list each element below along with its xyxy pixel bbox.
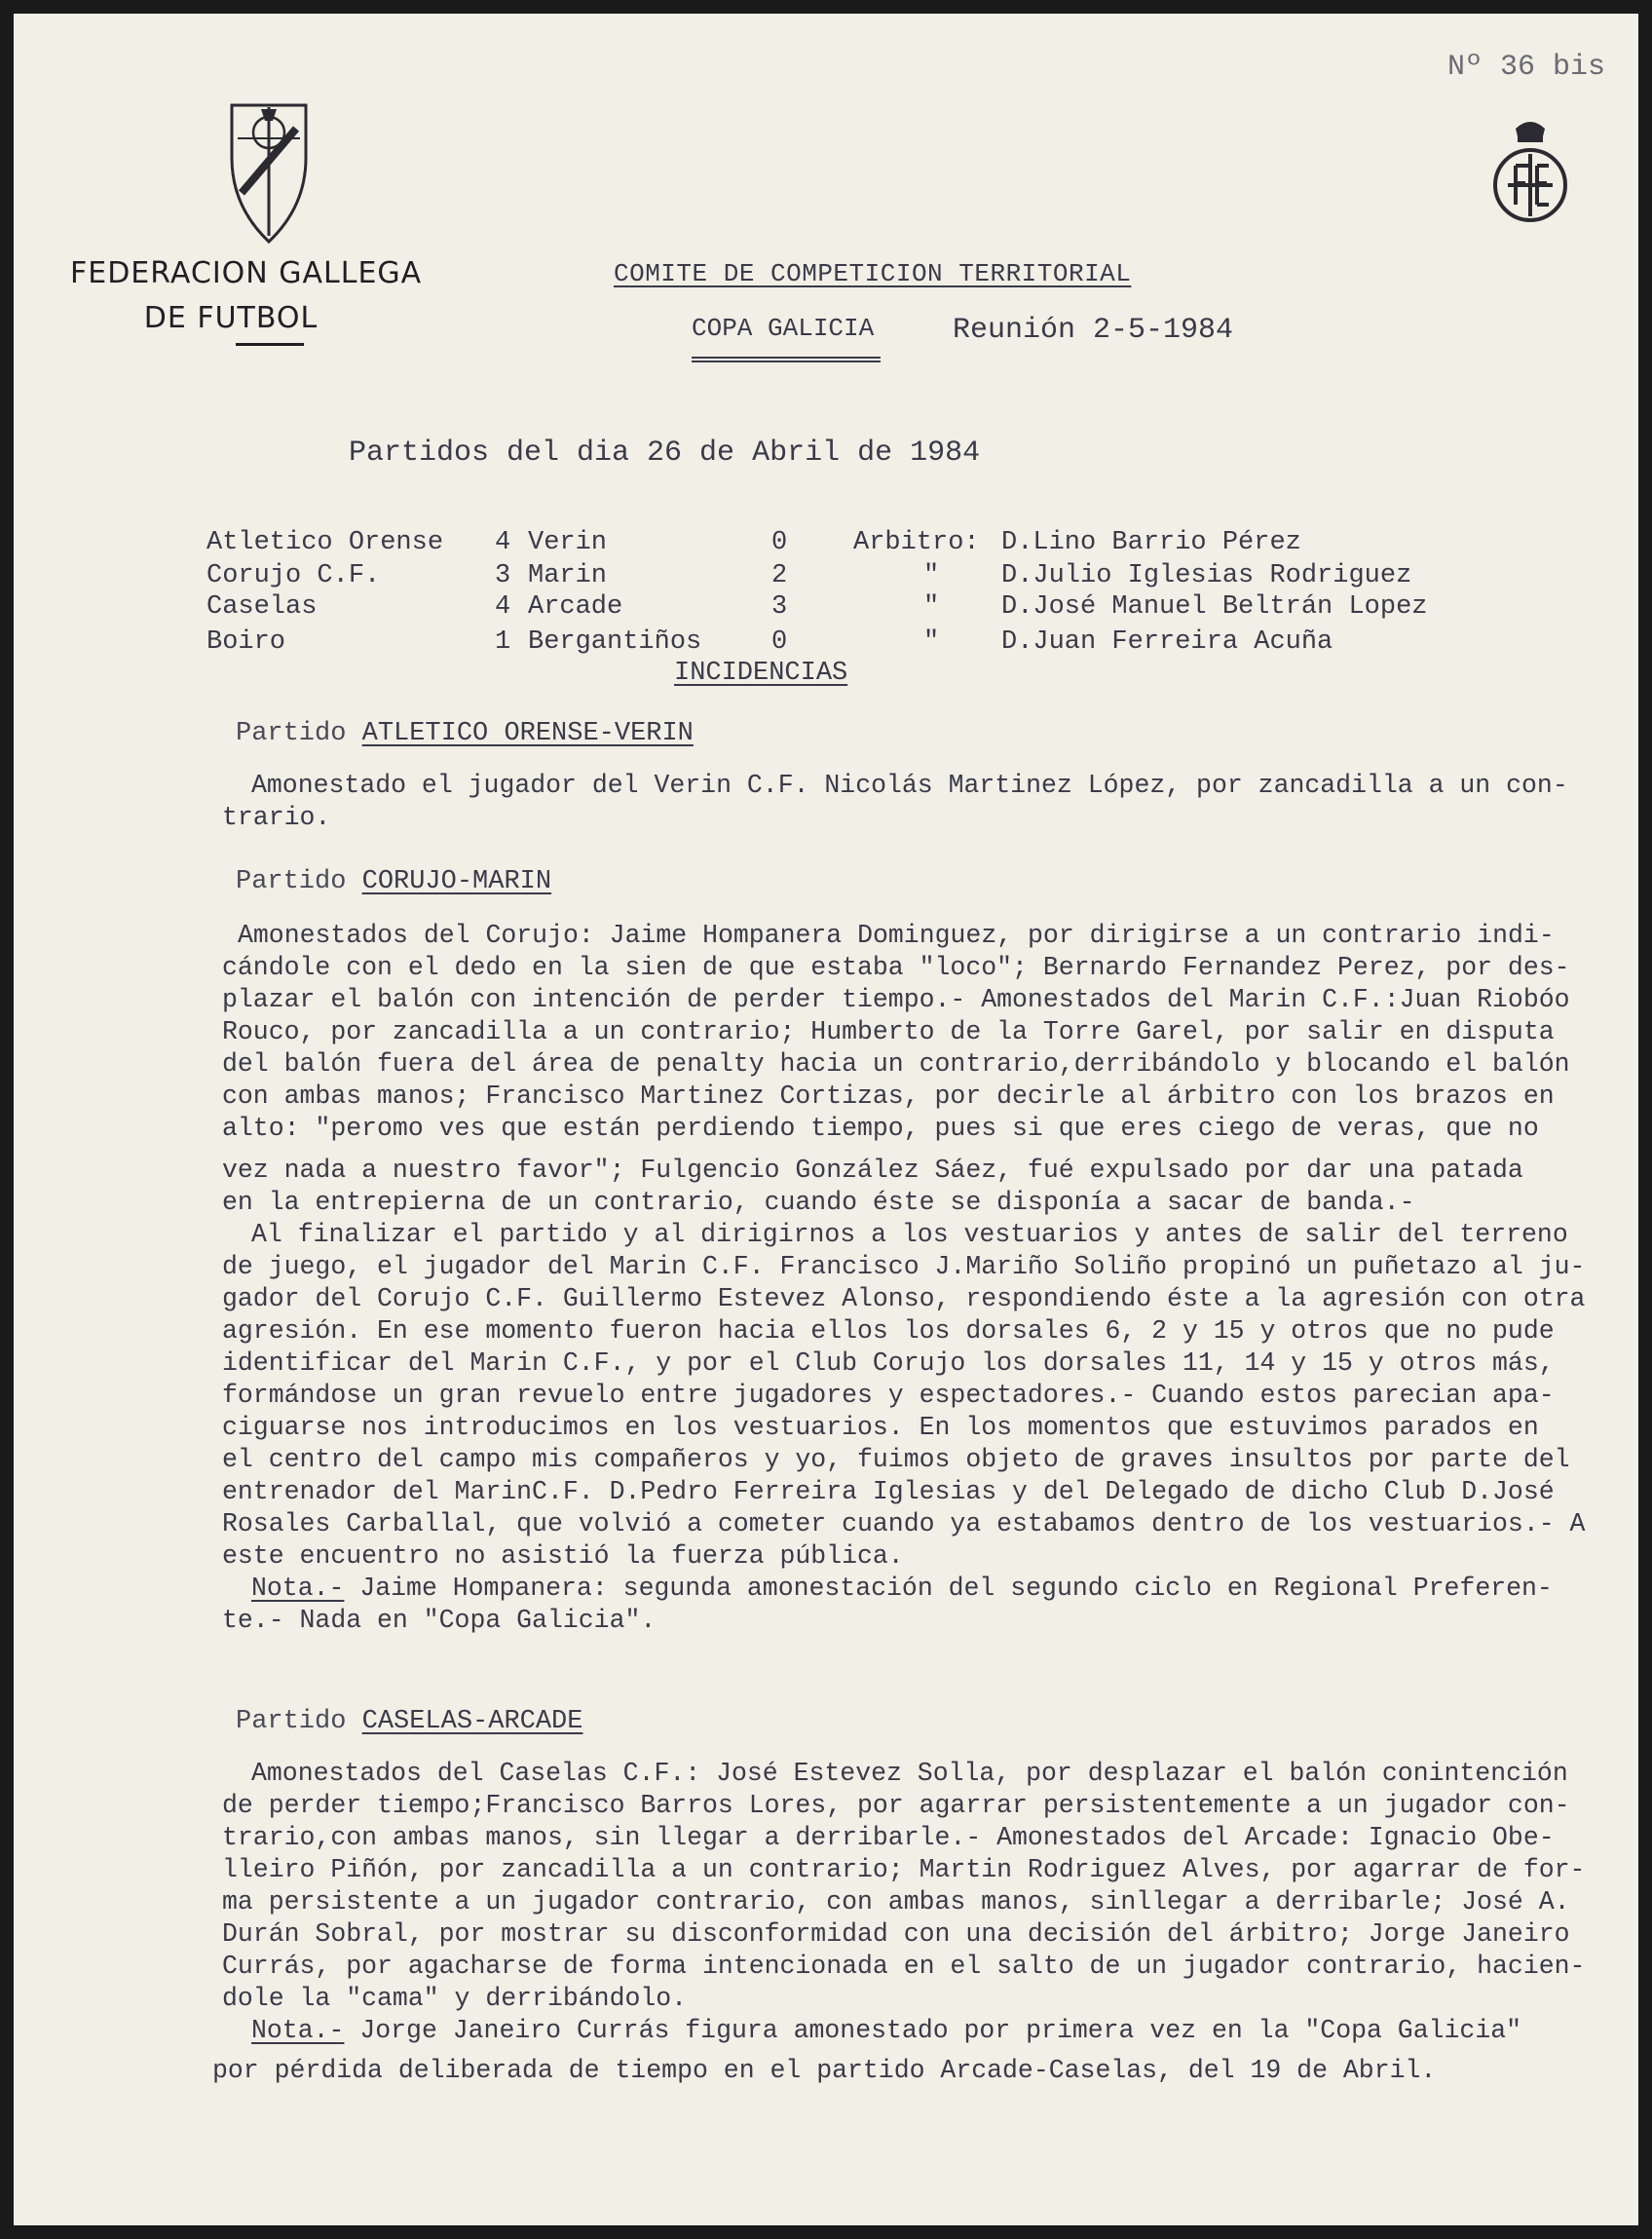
section-body: [212, 1758, 1586, 2087]
result-home: Caselas: [206, 592, 318, 622]
body-line: vez nada a nuestro favor"; Fulgencio González Sáez, fué expulsado por dar una patada: [222, 1156, 1523, 1185]
result-away-score: 0: [771, 528, 788, 557]
nota-label: Nota.-: [251, 1574, 345, 1603]
body-line: de perder tiempo;Francisco Barros Lores, por agarrar persistentemente a un jugador con-: [222, 1791, 1570, 1820]
result-away-score: 3: [771, 592, 788, 622]
meeting-date: Reunión 2-5-1984: [953, 314, 1234, 347]
federation-name: [70, 251, 423, 341]
federation-name-line1: FEDERACION GALLEGA: [70, 256, 423, 290]
section-match-name: CASELAS-ARCADE: [361, 1707, 583, 1736]
federation-shield-logo: [228, 99, 310, 246]
nota-line: por pérdida deliberada de tiempo en el partido Arcade-Caselas, del 19 de Abril.: [212, 2056, 1437, 2085]
result-home: Corujo C.F.: [206, 561, 381, 590]
result-away: Marin: [528, 561, 608, 590]
nota-line: [222, 2015, 1586, 2047]
federation-name-line2: DE FUTBOL: [143, 301, 319, 335]
section-body: [222, 770, 1601, 834]
body-line: identificar del Marin C.F., y por el Club Corujo los dorsales 11, 14 y 15 y otros más,: [222, 1348, 1555, 1378]
body-line: agresión. En ese momento fueron hacia ellos los dorsales 6, 2 y 15 y otros que no pude: [222, 1316, 1555, 1346]
section-label: Partido: [236, 867, 347, 896]
body-line: entrenador del MarinC.F. D.Pedro Ferreira Iglesias y del Delegado de dicho Club D.José: [222, 1477, 1555, 1506]
result-away: Arcade: [528, 592, 623, 622]
section-heading: [236, 867, 551, 896]
body-line: alto: "peromo ves que están perdiendo tiempo, pues si que eres ciego de veras, que no: [222, 1114, 1539, 1143]
body-line: ma persistente a un jugador contrario, con ambas manos, sinllegar a derribarle; José A.: [222, 1887, 1570, 1916]
body-line: el centro del campo mis compañeros y yo, fuimos objeto de graves insultos por parte del: [222, 1445, 1570, 1474]
nota-text: Jorge Janeiro Currás figura amonestado por primera vez en la "Copa Galicia": [359, 2016, 1522, 2045]
body-line: plazar el balón con intención de perder tiempo.- Amonestados del Marin C.F.:Juan Riobóo: [222, 985, 1570, 1014]
result-referee-label: ": [923, 627, 940, 657]
body-line: Amonestado el jugador del Verin C.F. Nicolás Martinez López, por zancadilla a un con-: [251, 771, 1568, 800]
body-line: Durán Sobral, por mostrar su disconformidad con una decisión del árbitro; Jorge Janeiro: [222, 1919, 1570, 1949]
result-home-score: 4: [495, 592, 511, 622]
section-heading: [236, 1707, 582, 1736]
body-line: formándose un gran revuelo entre jugadores y espectadores.- Cuando estos parecian apa-: [222, 1381, 1555, 1410]
body-line: dole la "cama" y derribándolo.: [222, 1984, 688, 2013]
result-away-score: 0: [771, 627, 788, 657]
result-away: Verin: [528, 528, 608, 557]
nota-line: [222, 1573, 1586, 1605]
body-line: gador del Corujo C.F. Guillermo Estevez Alonso, respondiendo éste a la agresión con otra: [222, 1284, 1586, 1313]
competition-double-underline: [692, 357, 881, 362]
rfef-crest-logo: [1486, 115, 1574, 230]
body-line: Rosales Carballal, que volvió a cometer cuando ya estabamos dentro de los vestuarios.- A: [222, 1509, 1586, 1538]
result-referee: D.Lino Barrio Pérez: [1001, 528, 1301, 557]
body-line: Currás, por agacharse de forma intencionada en el salto de un jugador contrario, hacien-: [222, 1952, 1586, 1981]
section-body: [222, 920, 1586, 1637]
body-line: trario,con ambas manos, sin llegar a derribarle.- Amonestados del Arcade: Ignacio Obe-: [222, 1823, 1555, 1852]
section-match-name: ATLETICO ORENSE-VERIN: [361, 719, 694, 748]
body-line: del balón fuera del área de penalty hacia un contrario,derribándolo y blocando el balón: [222, 1049, 1570, 1079]
result-away-score: 2: [771, 561, 788, 590]
body-line: Amonestados del Caselas C.F.: José Estevez Solla, por desplazar el balón conintención: [251, 1759, 1568, 1788]
body-line: Al finalizar el partido y al dirigirnos a los vestuarios y antes de salir del terreno: [251, 1220, 1568, 1249]
nota-text: Jaime Hompanera: segunda amonestación del segundo ciclo en Regional Preferen-: [359, 1574, 1553, 1603]
matches-heading: Partidos del dia 26 de Abril de 1984: [349, 436, 981, 470]
result-referee: D.Julio Iglesias Rodriguez: [1001, 561, 1412, 590]
body-line: en la entrepierna de un contrario, cuando éste se disponía a sacar de banda.-: [222, 1188, 1415, 1217]
result-home-score: 3: [495, 561, 511, 590]
competition-title: COPA GALICIA: [692, 314, 875, 343]
committee-title-text: COMITE DE COMPETICION TERRITORIAL: [614, 259, 1132, 288]
nota-line: te.- Nada en "Copa Galicia".: [222, 1606, 657, 1635]
section-match-name: CORUJO-MARIN: [361, 867, 552, 896]
body-line: ciguarse nos introducimos en los vestuarios. En los momentos que estuvimos parados en: [222, 1413, 1539, 1442]
result-referee: D.Juan Ferreira Acuña: [1001, 627, 1333, 657]
body-line: trario.: [222, 803, 331, 832]
committee-title: [614, 259, 1131, 288]
body-line: Rouco, por zancadilla a un contrario; Humberto de la Torre Garel, por salir en disputa: [222, 1017, 1555, 1046]
result-referee: D.José Manuel Beltrán Lopez: [1001, 592, 1428, 622]
document-number: Nº 36 bis: [1446, 51, 1605, 84]
result-referee-label: Arbitro:: [853, 528, 980, 557]
incidencias-title: INCIDENCIAS: [674, 659, 848, 688]
section-heading: [236, 719, 694, 748]
result-referee-label: ": [923, 561, 940, 590]
result-away: Bergantiños: [528, 627, 702, 657]
result-home-score: 4: [495, 528, 511, 557]
body-line: con ambas manos; Francisco Martinez Cortizas, por decirle al árbitro con los brazos en: [222, 1082, 1555, 1111]
body-line: Amonestados del Corujo: Jaime Hompanera Dominguez, por dirigirse a un contrario indi-: [238, 921, 1555, 950]
body-line: este encuentro no asistió la fuerza pública.: [222, 1541, 904, 1571]
result-home: Boiro: [206, 627, 286, 657]
section-label: Partido: [236, 1707, 347, 1736]
result-referee-label: ": [923, 592, 940, 622]
body-line: lleiro Piñón, por zancadilla a un contrario; Martin Rodriguez Alves, por agarrar de for-: [222, 1855, 1586, 1884]
section-label: Partido: [236, 719, 347, 748]
document-page: [14, 14, 1638, 2225]
result-home-score: 1: [495, 627, 511, 657]
nota-label: Nota.-: [251, 2016, 345, 2045]
federation-underline: [236, 343, 304, 346]
result-home: Atletico Orense: [206, 528, 444, 557]
body-line: de juego, el jugador del Marin C.F. Francisco J.Mariño Soliño propinó un puñetazo al ju-: [222, 1252, 1586, 1281]
body-line: cándole con el dedo en la sien de que estaba "loco"; Bernardo Fernandez Perez, por des-: [222, 953, 1570, 982]
